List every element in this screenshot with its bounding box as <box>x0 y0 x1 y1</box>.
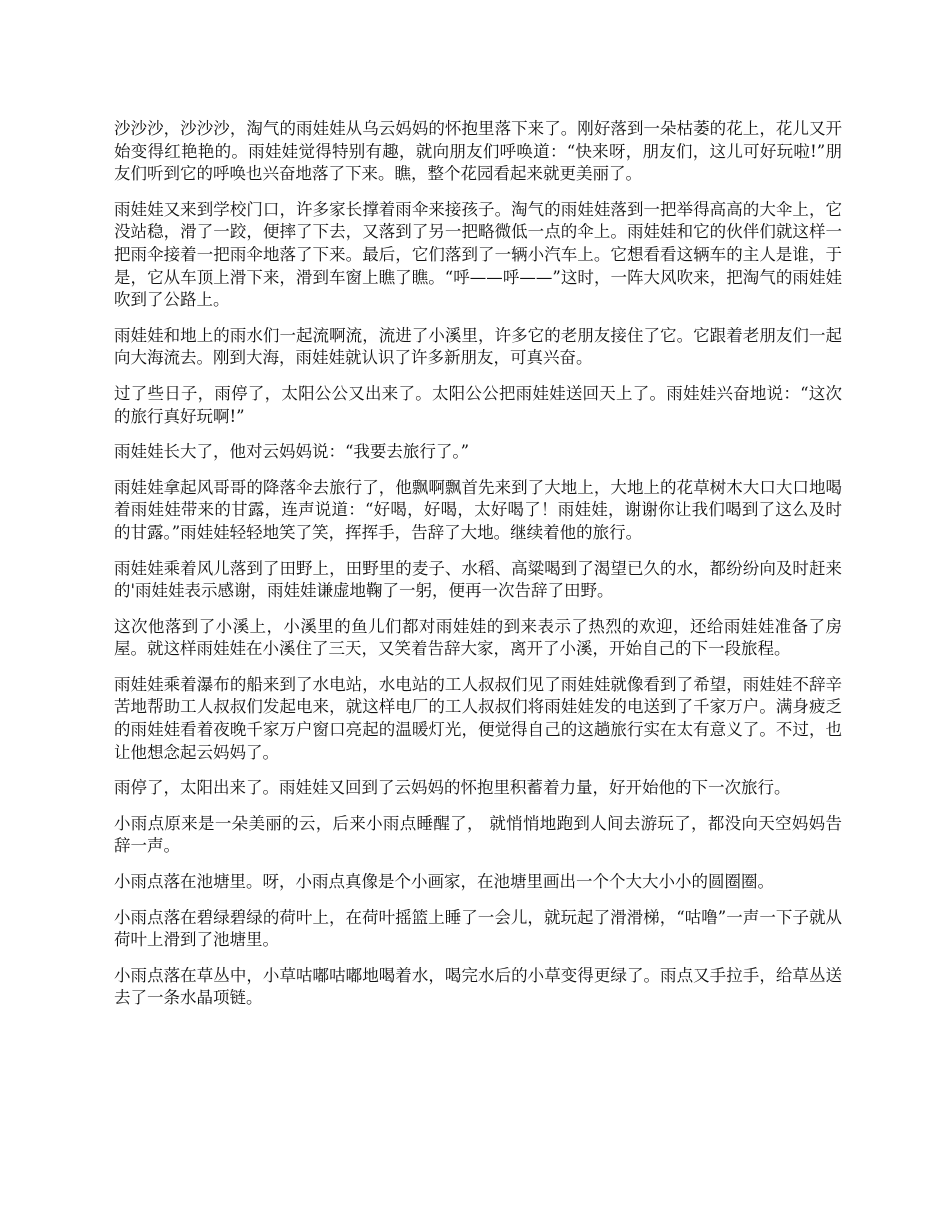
paragraph-3: 雨娃娃和地上的雨水们一起流啊流，流进了小溪里，许多它的老朋友接住了它。它跟着老朋友们一起向大海流去。刚到大海，雨娃娃就认识了许多新朋友，可真兴奋。 <box>114 325 842 368</box>
paragraph-4: 过了些日子，雨停了，太阳公公又出来了。太阳公公把雨娃娃送回天上了。雨娃娃兴奋地说：“这次的旅行真好玩啊!” <box>114 383 842 426</box>
paragraph-8: 这次他落到了小溪上，小溪里的鱼儿们都对雨娃娃的到来表示了热烈的欢迎，还给雨娃娃准备了房屋。就这样雨娃娃在小溪住了三天，又笑着告辞大家，离开了小溪，开始自己的下一段旅程。 <box>114 616 842 659</box>
paragraph-11: 小雨点原来是一朵美丽的云，后来小雨点睡醒了， 就悄悄地跑到人间去游玩了，都没向天空妈妈告辞一声。 <box>114 813 842 856</box>
document-page <box>114 118 842 1023</box>
paragraph-9: 雨娃娃乘着瀑布的船来到了水电站，水电站的工人叔叔们见了雨娃娃就像看到了希望，雨娃娃不辞辛苦地帮助工人叔叔们发起电来，就这样电厂的工人叔叔们将雨娃娃发的电送到了千家万户。满身疲乏的雨娃娃看着夜晚千家万户窗口亮起的温暖灯光，便觉得自己的这趟旅行实在太有意义了。不过，也让他想念起云妈妈了。 <box>114 674 842 762</box>
paragraph-13: 小雨点落在碧绿碧绿的荷叶上，在荷叶摇篮上睡了一会儿，就玩起了滑滑梯，“咕噜”一声一下子就从荷叶上滑到了池塘里。 <box>114 907 842 950</box>
paragraph-1: 沙沙沙，沙沙沙，淘气的雨娃娃从乌云妈妈的怀抱里落下来了。刚好落到一朵枯萎的花上，花儿又开始变得红艳艳的。雨娃娃觉得特别有趣，就向朋友们呼唤道：“快来呀，朋友们，这儿可好玩啦!”朋友们听到它的呼唤也兴奋地落了下来。瞧，整个花园看起来就更美丽了。 <box>114 119 842 184</box>
paragraph-5: 雨娃娃长大了，他对云妈妈说：“我要去旅行了。” <box>114 442 470 462</box>
paragraph-12: 小雨点落在池塘里。呀，小雨点真像是个小画家，在池塘里画出一个个大大小小的圆圈圈。 <box>114 872 774 892</box>
paragraph-6: 雨娃娃拿起风哥哥的降落伞去旅行了，他飘啊飘首先来到了大地上，大地上的花草树木大口大口地喝着雨娃娃带来的甘露，连声说道：“好喝，好喝，太好喝了！雨娃娃，谢谢你让我们喝到了这么及时的甘露。”雨娃娃轻轻地笑了笑，挥挥手，告辞了大地。继续着他的旅行。 <box>114 477 842 542</box>
paragraph-14: 小雨点落在草丛中，小草咕嘟咕嘟地喝着水，喝完水后的小草变得更绿了。雨点又手拉手，给草丛送去了一条水晶项链。 <box>114 965 842 1008</box>
paragraph-2: 雨娃娃又来到学校门口，许多家长撑着雨伞来接孩子。淘气的雨娃娃落到一把举得高高的大伞上，它没站稳，滑了一跤，便摔了下去，又落到了另一把略微低一点的伞上。雨娃娃和它的伙伴们就这样一把雨伞接着一把雨伞地落了下来。最后，它们落到了一辆小汽车上。它想看看这辆车的主人是谁，于是，它从车顶上滑下来，滑到车窗上瞧了瞧。“呼——呼——”这时，一阵大风吹来，把淘气的雨娃娃吹到了公路上。 <box>114 199 842 310</box>
paragraph-10: 雨停了，太阳出来了。雨娃娃又回到了云妈妈的怀抱里积蓄着力量，好开始他的下一次旅行。 <box>114 778 791 798</box>
paragraph-7: 雨娃娃乘着风儿落到了田野上，田野里的麦子、水稻、高粱喝到了渴望已久的水，都纷纷向及时赶来的'雨娃娃表示感谢，雨娃娃谦虚地鞠了一躬，便再一次告辞了田野。 <box>114 558 842 601</box>
